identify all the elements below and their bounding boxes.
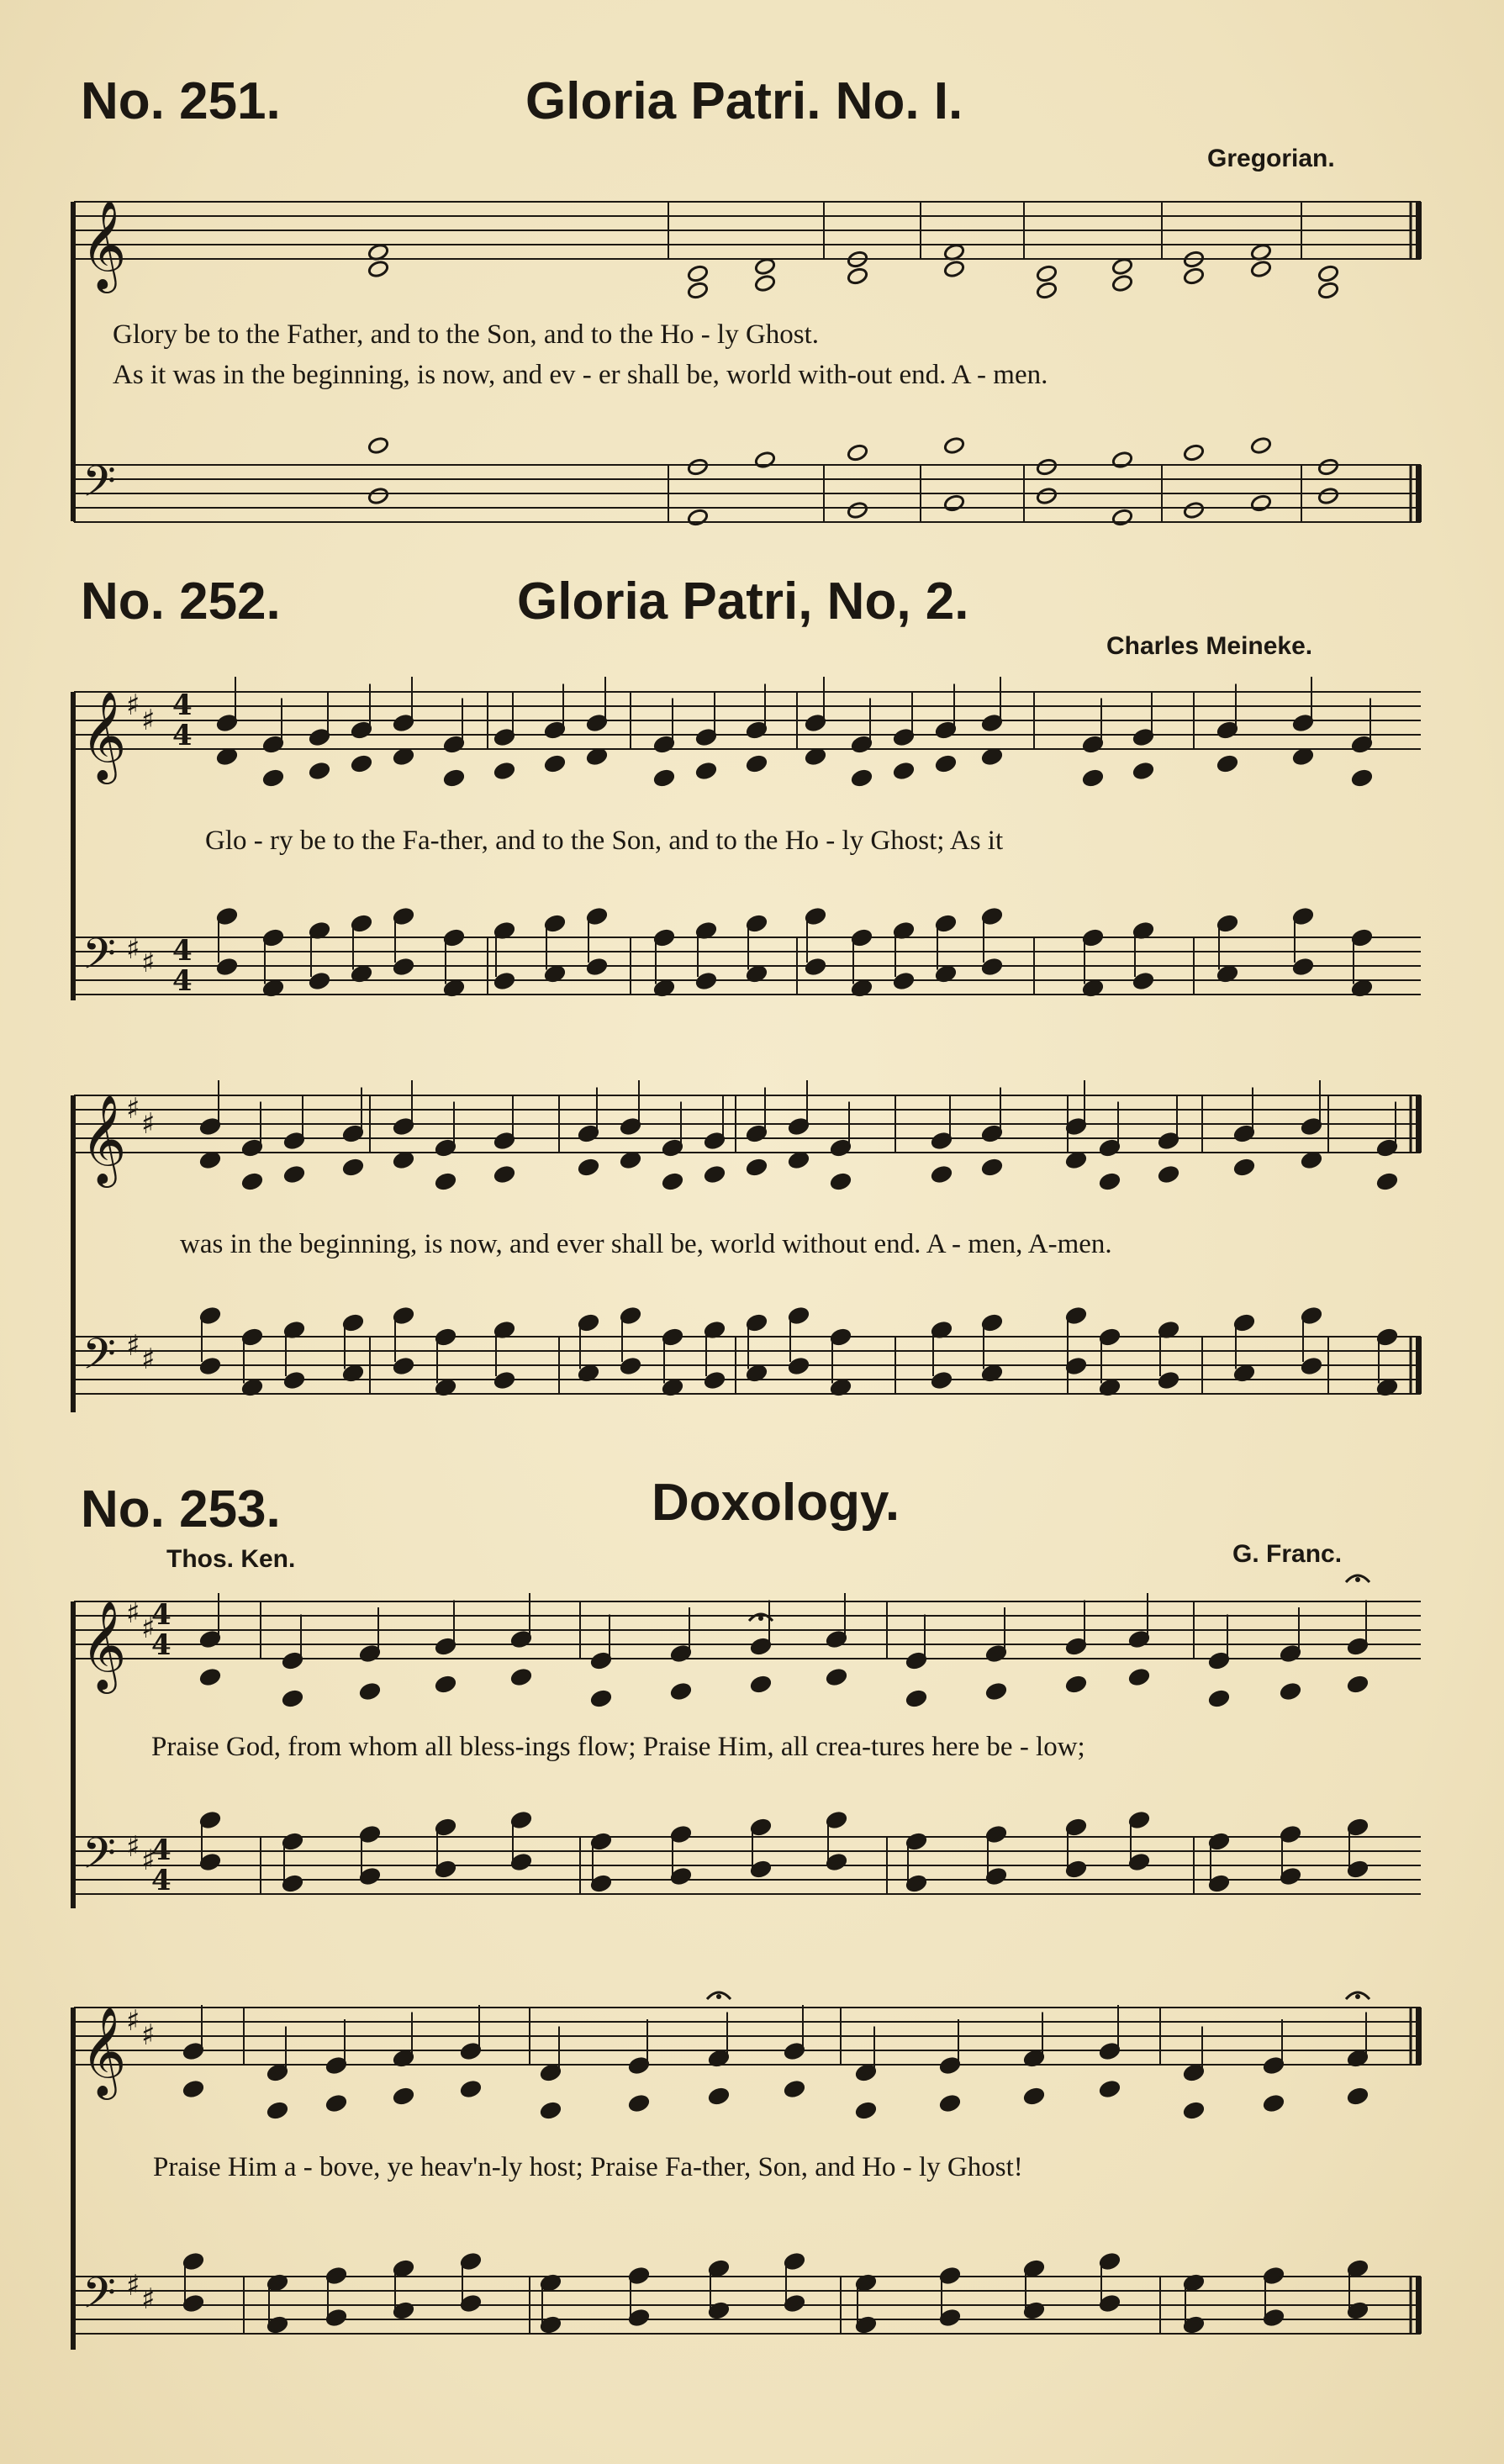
note-head	[1351, 768, 1373, 787]
note-head	[750, 1675, 772, 1693]
note-head	[367, 487, 389, 505]
hymn-composer: G. Franc.	[1232, 1540, 1343, 1568]
note-head	[695, 762, 717, 780]
fermata-icon	[716, 1994, 721, 1999]
time-signature: 4	[151, 1628, 172, 1662]
note-head	[847, 501, 868, 520]
note-head	[1183, 2101, 1205, 2119]
note-head	[943, 260, 965, 278]
lyric-verse-1: Glory be to the Father, and to the Son, and to the Ho - ly Ghost.	[113, 319, 820, 350]
note-head	[1376, 1172, 1398, 1190]
note-head	[754, 451, 776, 469]
note-head	[687, 508, 709, 526]
final-bar-line	[1416, 202, 1422, 259]
note-head	[1132, 762, 1154, 780]
sharp-icon: ♯	[141, 1844, 156, 1877]
note-head	[367, 436, 389, 455]
note-head	[1317, 487, 1339, 505]
note-head	[784, 2080, 805, 2098]
sharp-icon: ♯	[126, 689, 140, 722]
note-head	[182, 2080, 204, 2098]
note-head	[628, 2094, 650, 2113]
note-head	[1111, 508, 1133, 526]
time-signature: 4	[151, 1863, 172, 1897]
note-head	[1183, 266, 1205, 285]
note-head	[282, 1689, 303, 1707]
note-head	[805, 747, 826, 766]
note-head	[367, 260, 389, 278]
hymn-title: Gloria Patri, No, 2.	[517, 572, 969, 631]
note-head	[586, 747, 608, 766]
note-head	[1347, 2087, 1369, 2105]
fermata-icon	[1355, 1994, 1360, 1999]
sharp-icon: ♯	[126, 932, 140, 966]
bass-clef-icon: 𝄢	[82, 928, 116, 989]
time-signature: 4	[151, 1833, 172, 1868]
note-head	[981, 1158, 1003, 1176]
bass-clef-icon: 𝄢	[82, 2267, 116, 2329]
note-head	[708, 2087, 730, 2105]
hymn-number: No. 253.	[81, 1480, 281, 1538]
note-head	[1036, 281, 1058, 299]
note-head	[1065, 1151, 1087, 1169]
note-head	[1317, 457, 1339, 476]
note-head	[1183, 443, 1205, 462]
note-head	[283, 1165, 305, 1184]
note-head	[1099, 2080, 1121, 2098]
time-signature: 4	[172, 718, 193, 752]
note-head	[393, 747, 414, 766]
note-head	[1250, 493, 1272, 512]
note-head	[855, 2101, 877, 2119]
sharp-icon: ♯	[126, 1830, 140, 1864]
note-head	[393, 1151, 414, 1169]
sharp-icon: ♯	[126, 2269, 140, 2303]
sharp-icon: ♯	[141, 704, 156, 737]
note-head	[216, 747, 238, 766]
note-head	[325, 2094, 347, 2113]
sharp-icon: ♯	[141, 1612, 156, 1645]
note-head	[351, 754, 372, 773]
note-head	[704, 1165, 726, 1184]
note-head	[754, 274, 776, 293]
final-bar-line	[1416, 2277, 1422, 2334]
note-head	[1250, 260, 1272, 278]
treble-clef-icon: 𝄞	[81, 1094, 127, 1184]
note-head	[1250, 436, 1272, 455]
final-bar-line	[1416, 2008, 1422, 2065]
note-head	[1183, 501, 1205, 520]
sharp-icon: ♯	[126, 2004, 140, 2038]
hymn-number: No. 251.	[81, 72, 281, 130]
treble-clef-icon: 𝄞	[81, 1600, 127, 1690]
note-head	[1023, 2087, 1045, 2105]
note-head	[1347, 1675, 1369, 1693]
hymn-composer: Charles Meineke.	[1106, 632, 1313, 660]
note-head	[1317, 264, 1339, 282]
treble-clef-icon: 𝄞	[81, 199, 127, 289]
note-head	[1111, 451, 1133, 469]
lyric-line-1: Glo - ry be to the Fa-ther, and to the Son, and to the Ho - ly Ghost; As it	[205, 826, 1004, 856]
note-head	[935, 754, 957, 773]
note-head	[1036, 457, 1058, 476]
treble-clef-icon: 𝄞	[81, 2006, 127, 2096]
note-head	[620, 1151, 641, 1169]
note-head	[687, 281, 709, 299]
bass-clef-icon: 𝄢	[82, 456, 116, 517]
note-head	[1099, 1172, 1121, 1190]
note-head	[670, 1682, 692, 1701]
note-head	[1036, 487, 1058, 505]
note-head	[653, 768, 675, 787]
sharp-icon: ♯	[126, 1092, 140, 1126]
note-head	[510, 1668, 532, 1686]
final-bar-line	[1416, 1337, 1422, 1394]
note-head	[493, 1165, 515, 1184]
note-head	[1280, 1682, 1301, 1701]
hymn-lyricist: Thos. Ken.	[166, 1545, 296, 1573]
note-head	[1111, 274, 1133, 293]
sharp-icon: ♯	[141, 1343, 156, 1376]
note-head	[662, 1172, 683, 1190]
note-head	[359, 1682, 381, 1701]
note-head	[943, 436, 965, 455]
time-signature: 4	[172, 963, 193, 998]
sharp-icon: ♯	[141, 2018, 156, 2052]
note-head	[1128, 1668, 1150, 1686]
note-head	[1216, 754, 1238, 773]
lyric-line-2: Praise Him a - bove, ye heav'n-ly host; Praise Fa-ther, Son, and Ho - ly Ghost!	[153, 2152, 1023, 2182]
note-head	[981, 747, 1003, 766]
fermata-icon	[758, 1616, 763, 1621]
lyric-verse-2: As it was in the beginning, is now, and ev - er shall be, world with-out end. A - men.	[113, 360, 1048, 390]
note-head	[1065, 1675, 1087, 1693]
note-head	[199, 1151, 221, 1169]
note-head	[1111, 257, 1133, 276]
sharp-icon: ♯	[141, 946, 156, 979]
note-head	[851, 768, 873, 787]
sharp-icon: ♯	[126, 1329, 140, 1363]
note-head	[893, 762, 915, 780]
note-head	[1233, 1158, 1255, 1176]
hymn-composer: Gregorian.	[1207, 145, 1335, 172]
note-head	[544, 754, 566, 773]
note-head	[905, 1689, 927, 1707]
sharp-icon: ♯	[141, 1107, 156, 1141]
note-head	[578, 1158, 599, 1176]
note-head	[943, 493, 965, 512]
note-head	[847, 443, 868, 462]
note-head	[1263, 2094, 1285, 2113]
note-head	[746, 754, 768, 773]
note-head	[309, 762, 330, 780]
hymn-title: Gloria Patri. No. I.	[525, 72, 963, 130]
sharp-icon: ♯	[141, 2282, 156, 2316]
note-head	[590, 1689, 612, 1707]
bass-clef-icon: 𝄢	[82, 1828, 116, 1889]
note-head	[266, 2101, 288, 2119]
note-head	[1082, 768, 1104, 787]
note-head	[262, 768, 284, 787]
note-head	[342, 1158, 364, 1176]
fermata-icon	[1355, 1577, 1360, 1582]
hymn-number: No. 252.	[81, 572, 281, 631]
note-head	[199, 1668, 221, 1686]
note-head	[788, 1151, 810, 1169]
note-head	[746, 1158, 768, 1176]
time-signature: 4	[172, 689, 193, 723]
note-head	[931, 1165, 953, 1184]
note-head	[754, 257, 776, 276]
bass-clef-icon: 𝄢	[82, 1328, 116, 1390]
note-head	[687, 457, 709, 476]
note-head	[1208, 1689, 1230, 1707]
lyric-line-1: Praise God, from whom all bless-ings flow; Praise Him, all crea-tures here be - low;	[151, 1732, 1085, 1762]
note-head	[687, 264, 709, 282]
note-head	[241, 1172, 263, 1190]
final-bar-line	[1416, 465, 1422, 522]
note-head	[443, 768, 465, 787]
note-head	[393, 2087, 414, 2105]
note-head	[939, 2094, 961, 2113]
note-head	[830, 1172, 852, 1190]
note-head	[540, 2101, 562, 2119]
note-head	[1317, 281, 1339, 299]
sharp-icon: ♯	[126, 1596, 140, 1630]
time-signature: 4	[151, 1598, 172, 1633]
note-head	[435, 1675, 456, 1693]
note-head	[985, 1682, 1007, 1701]
note-head	[493, 762, 515, 780]
hymn-title: Doxology.	[652, 1474, 900, 1532]
final-bar-line	[1416, 1095, 1422, 1153]
note-head	[1292, 747, 1314, 766]
note-head	[1301, 1151, 1322, 1169]
note-head	[826, 1668, 847, 1686]
note-head	[847, 266, 868, 285]
note-head	[1158, 1165, 1179, 1184]
note-head	[435, 1172, 456, 1190]
time-signature: 4	[172, 934, 193, 968]
lyric-line-2: was in the beginning, is now, and ever shall be, world without end. A - men, A-men.	[180, 1229, 1112, 1259]
note-head	[460, 2080, 482, 2098]
treble-clef-icon: 𝄞	[81, 690, 127, 780]
note-head	[1036, 264, 1058, 282]
